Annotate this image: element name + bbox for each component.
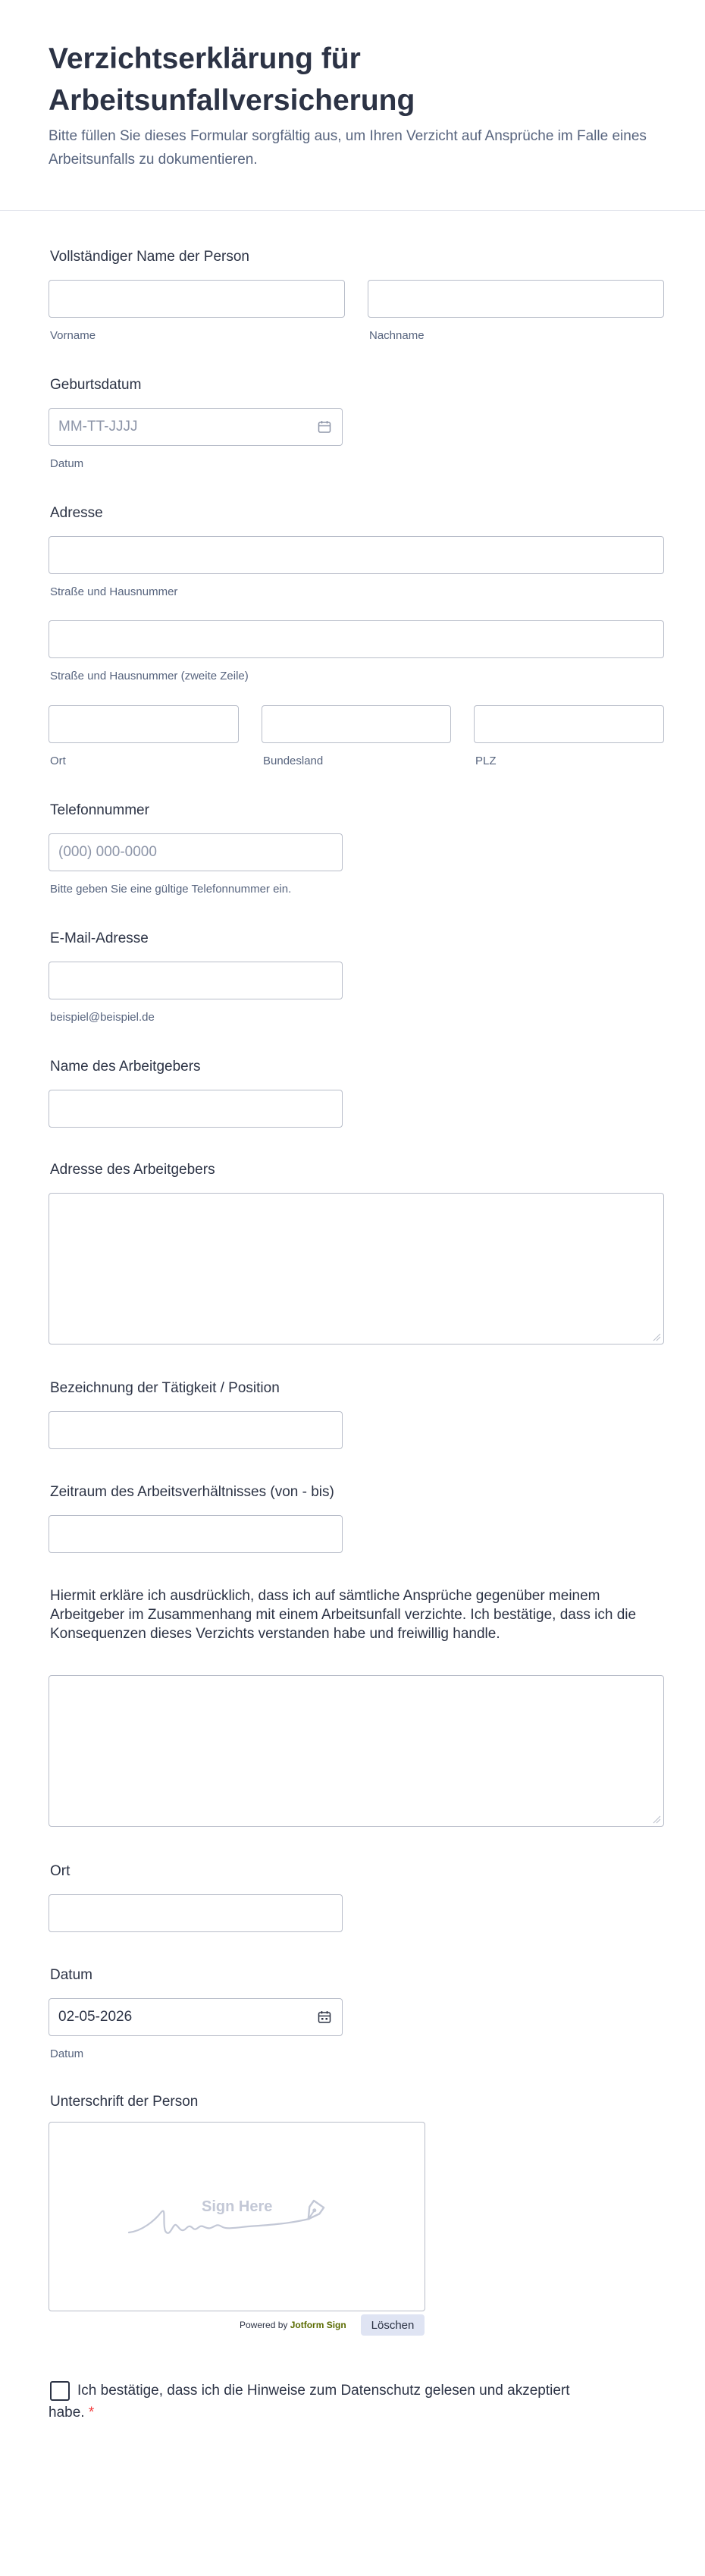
last-name-input[interactable] <box>368 280 664 318</box>
calendar-icon[interactable] <box>317 419 332 435</box>
date-sublabel: Datum <box>50 2047 84 2060</box>
employer-name-input[interactable] <box>49 1090 343 1128</box>
state-input[interactable] <box>262 705 451 743</box>
phone-sublabel: Bitte geben Sie eine gültige Telefonnummer ein. <box>50 883 292 896</box>
first-name-input[interactable] <box>49 280 345 318</box>
employment-period-label: Zeitraum des Arbeitsverhältnisses (von - bis) <box>50 1484 334 1500</box>
calendar-icon[interactable] <box>317 2010 332 2025</box>
form-subtitle: Bitte füllen Sie dieses Formular sorgfältig aus, um Ihren Verzicht auf Ansprüche im Falle eines Arbeitsunfalls zu dokumentieren. <box>49 128 647 168</box>
email-label: E-Mail-Adresse <box>50 930 149 946</box>
address-label: Adresse <box>50 505 103 521</box>
birthdate-label: Geburtsdatum <box>50 377 142 393</box>
waiver-statement-label: Hiermit erkläre ich ausdrücklich, dass ich auf sämtliche Ansprüche gegenüber meinem Arbeitgeber im Zusammenhang mit einem Arbeitsunfall verzichte. Ich bestätige, dass ich die Konsequenzen dieses Verzichts verstanden habe und freiwillig handle. <box>50 1588 637 1642</box>
place-label: Ort <box>50 1863 70 1879</box>
email-sublabel: beispiel@beispiel.de <box>50 1011 155 1024</box>
zip-sublabel: PLZ <box>475 755 497 767</box>
powered-by-brand: Jotform Sign <box>290 2320 346 2330</box>
state-sublabel: Bundesland <box>263 755 324 767</box>
phone-input[interactable] <box>49 833 343 871</box>
place-input[interactable] <box>49 1894 343 1932</box>
job-title-label: Bezeichnung der Tätigkeit / Position <box>50 1380 280 1396</box>
employer-name-label: Name des Arbeitgebers <box>50 1059 201 1075</box>
street-line1-input[interactable] <box>49 536 664 574</box>
employer-address-label: Adresse des Arbeitgebers <box>50 1162 215 1178</box>
waiver-statement-textarea[interactable] <box>49 1675 664 1827</box>
email-input[interactable] <box>49 962 343 999</box>
date-label: Datum <box>50 1967 92 1983</box>
last-name-sublabel: Nachname <box>369 329 425 342</box>
employment-period-input[interactable] <box>49 1515 343 1553</box>
birthdate-input[interactable] <box>49 408 343 446</box>
full-name-label: Vollständiger Name der Person <box>50 249 249 265</box>
form-title: Verzichtserklärung für Arbeitsunfallversicherung <box>49 42 415 117</box>
powered-by-prefix: Powered by <box>240 2320 288 2330</box>
street-line1-sublabel: Straße und Hausnummer <box>50 585 178 598</box>
employer-address-textarea[interactable] <box>49 1193 664 1344</box>
clear-signature-button[interactable]: Löschen <box>361 2314 425 2336</box>
resize-grip-icon[interactable] <box>652 1815 661 1824</box>
resize-grip-icon[interactable] <box>652 1332 661 1341</box>
job-title-input[interactable] <box>49 1411 343 1449</box>
powered-by-text <box>240 2320 346 2330</box>
city-sublabel: Ort <box>50 755 66 767</box>
city-input[interactable] <box>49 705 239 743</box>
required-mark: * <box>88 2405 95 2421</box>
first-name-sublabel: Vorname <box>50 329 96 342</box>
consent-text: Ich bestätige, dass ich die Hinweise zum Datenschutz gelesen und akzeptiert habe. <box>49 2383 570 2421</box>
phone-label: Telefonnummer <box>50 802 149 818</box>
zip-input[interactable] <box>474 705 664 743</box>
signature-label: Unterschrift der Person <box>50 2094 199 2110</box>
street-line2-sublabel: Straße und Hausnummer (zweite Zeile) <box>50 670 249 682</box>
date-input[interactable] <box>49 1998 343 2036</box>
birthdate-sublabel: Datum <box>50 457 84 470</box>
sign-here-text: Sign Here <box>202 2198 273 2215</box>
consent-label <box>49 2380 594 2424</box>
form-header <box>0 0 705 211</box>
street-line2-input[interactable] <box>49 620 664 658</box>
